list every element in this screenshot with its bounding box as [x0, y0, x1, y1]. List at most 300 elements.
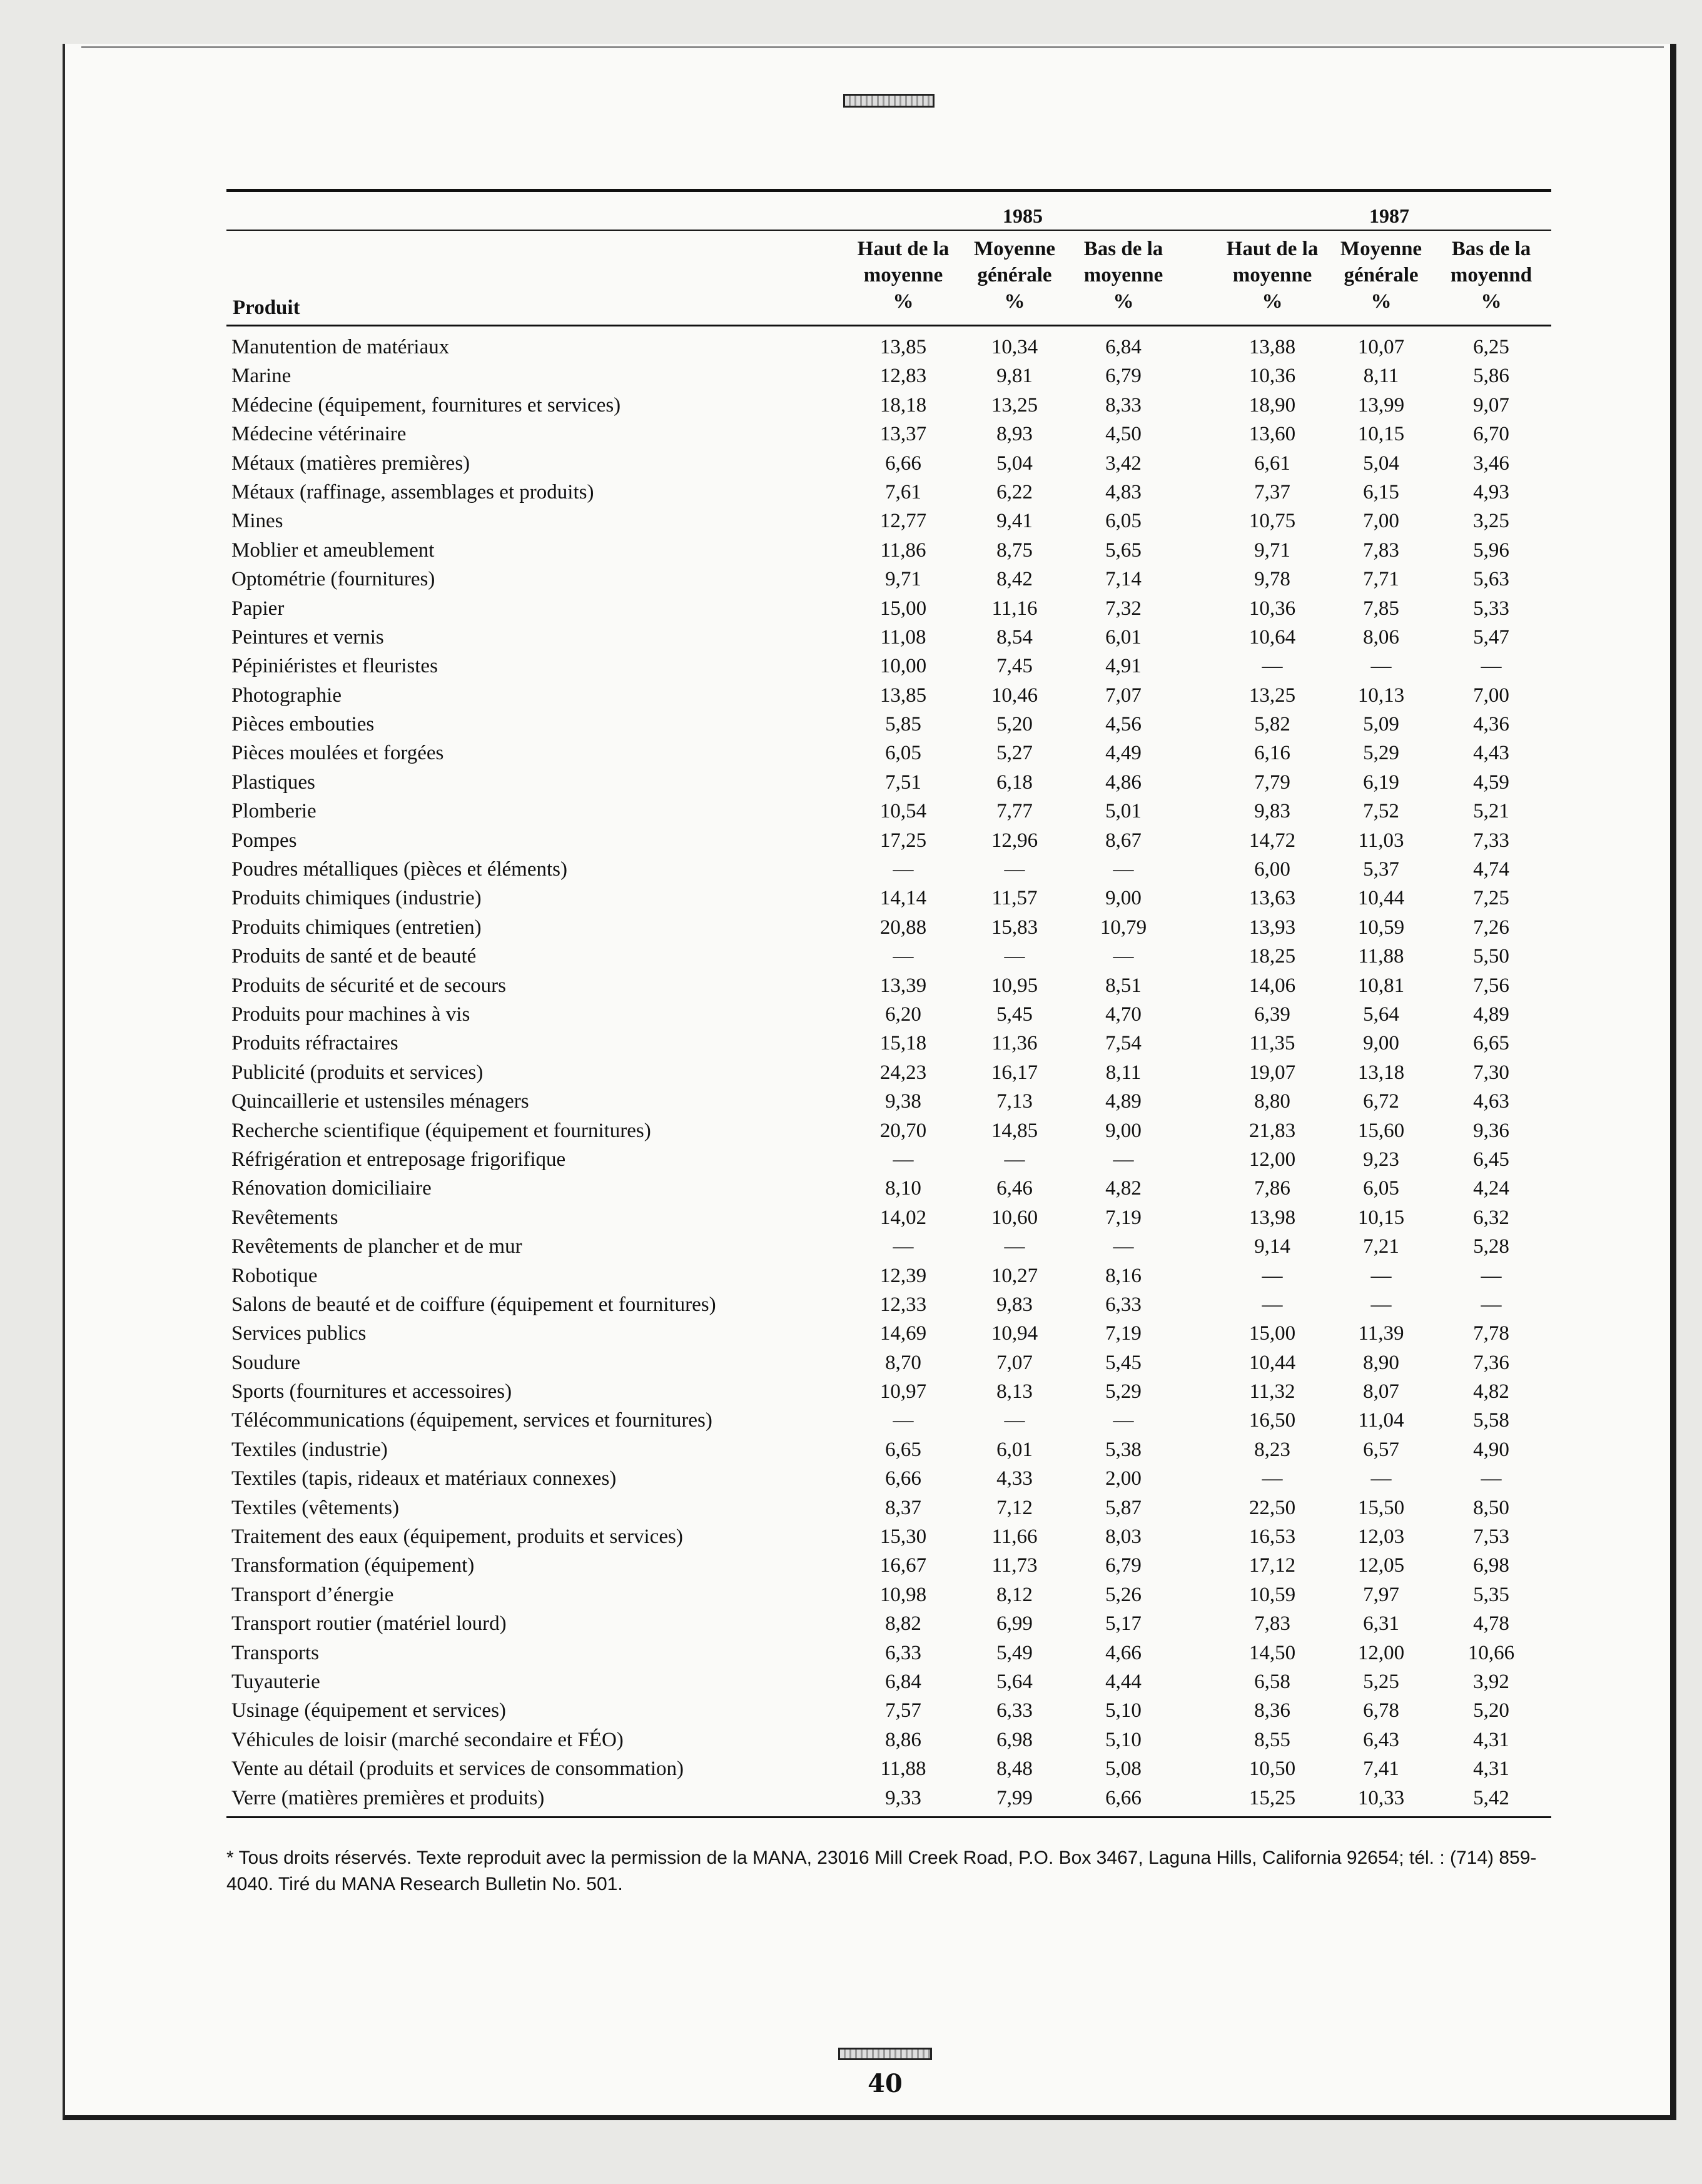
value-1985-haut: 6,20	[885, 1003, 921, 1026]
value-1987-haut: 11,32	[1249, 1380, 1295, 1403]
table-row	[226, 942, 1551, 971]
table-row	[226, 1639, 1551, 1667]
value-1985-haut: 6,66	[885, 452, 921, 475]
year-header-row	[226, 192, 1551, 231]
table-row	[226, 478, 1551, 507]
value-1985-haut: 14,14	[879, 887, 927, 910]
value-1987-moyenne: 7,41	[1363, 1757, 1399, 1781]
table-bottom-rule	[226, 1816, 1551, 1818]
value-1987-moyenne: 6,31	[1363, 1612, 1399, 1635]
value-1987-haut: 10,50	[1249, 1757, 1296, 1781]
product-name: Produits de santé et de beauté	[231, 945, 477, 968]
value-1985-haut: 15,00	[879, 597, 927, 620]
value-1985-haut: 6,84	[885, 1670, 921, 1693]
value-1987-bas: 5,63	[1473, 568, 1509, 591]
value-1987-bas: 5,21	[1473, 800, 1509, 823]
value-1987-haut: 11,35	[1249, 1032, 1295, 1055]
value-1987-bas: 6,45	[1473, 1148, 1509, 1171]
product-name: Verre (matières premières et produits)	[231, 1786, 545, 1809]
value-1985-moyenne: 15,83	[991, 916, 1038, 939]
table-row	[226, 1667, 1551, 1696]
value-1985-haut: —	[893, 858, 914, 881]
header-1985-haut: Haut de la moyenne %	[857, 238, 950, 313]
value-1987-moyenne: 10,15	[1357, 423, 1405, 446]
value-1985-haut: 11,86	[880, 538, 926, 562]
value-1987-bas: 5,42	[1473, 1786, 1509, 1809]
value-1987-bas: 3,25	[1473, 510, 1509, 533]
value-1985-bas: 4,89	[1105, 1090, 1142, 1113]
value-1985-bas: 6,84	[1105, 336, 1142, 358]
value-1985-bas: 8,11	[1105, 1061, 1142, 1084]
value-1985-bas: —	[1113, 1409, 1134, 1432]
value-1987-moyenne: 11,88	[1358, 945, 1404, 968]
value-1985-bas: 5,87	[1105, 1496, 1142, 1519]
value-1985-moyenne: 9,41	[996, 510, 1033, 533]
value-1985-haut: 8,10	[885, 1177, 921, 1200]
value-1985-haut: 7,61	[885, 480, 921, 503]
product-name: Photographie	[231, 684, 342, 707]
product-name: Médecine vétérinaire	[231, 423, 407, 446]
footer-ornament	[838, 2048, 932, 2060]
year-1985: 1985	[1003, 205, 1043, 227]
value-1985-haut: 13,85	[879, 684, 927, 707]
value-1987-moyenne: 9,00	[1363, 1032, 1399, 1055]
value-1987-haut: 5,82	[1254, 713, 1290, 736]
value-1985-haut: 6,65	[885, 1438, 921, 1461]
value-1985-bas: 5,10	[1105, 1728, 1142, 1751]
value-1987-moyenne: 7,21	[1363, 1235, 1399, 1258]
value-1987-moyenne: 7,83	[1363, 538, 1399, 562]
value-1985-haut: —	[893, 1409, 914, 1432]
value-1987-haut: 6,00	[1254, 858, 1290, 881]
table-row	[226, 1784, 1551, 1812]
value-1987-moyenne: 8,90	[1363, 1351, 1399, 1374]
value-1987-bas: 7,56	[1473, 974, 1509, 997]
value-1985-moyenne: 6,46	[996, 1177, 1033, 1200]
table-row	[226, 768, 1551, 797]
value-1987-haut: 13,25	[1249, 684, 1296, 707]
value-1987-bas: 4,89	[1473, 1003, 1509, 1026]
value-1987-moyenne: 10,44	[1357, 887, 1405, 910]
value-1987-haut: 8,55	[1254, 1728, 1290, 1751]
table-row	[226, 710, 1551, 739]
value-1985-moyenne: 10,95	[991, 974, 1038, 997]
value-1985-moyenne: 6,33	[996, 1699, 1033, 1722]
value-1985-moyenne: 8,54	[996, 625, 1033, 649]
product-name: Quincaillerie et ustensiles ménagers	[231, 1090, 529, 1113]
value-1987-moyenne: 10,13	[1357, 684, 1405, 707]
table-row	[226, 1580, 1551, 1609]
product-name: Plomberie	[231, 800, 317, 823]
table-row	[226, 1377, 1551, 1406]
product-name: Poudres métalliques (pièces et éléments)	[231, 858, 567, 881]
value-1987-haut: 14,50	[1249, 1641, 1296, 1664]
product-name: Pompes	[231, 829, 297, 852]
value-1987-haut: 10,59	[1249, 1583, 1296, 1606]
value-1987-moyenne: 7,00	[1363, 510, 1399, 533]
value-1985-bas: —	[1113, 945, 1134, 968]
value-1985-moyenne: 5,45	[996, 1003, 1033, 1026]
table-row	[226, 507, 1551, 535]
table-row	[226, 681, 1551, 710]
value-1987-haut: 6,16	[1254, 742, 1290, 765]
value-1987-bas: —	[1481, 1467, 1502, 1490]
product-name: Produits chimiques (industrie)	[231, 887, 482, 910]
product-name: Manutention de matériaux	[231, 336, 450, 358]
product-name: Produits pour machines à vis	[231, 1003, 470, 1026]
value-1985-bas: 8,16	[1105, 1264, 1142, 1287]
value-1987-bas: 7,25	[1473, 887, 1509, 910]
value-1987-moyenne: 13,99	[1357, 393, 1405, 417]
value-1985-haut: 12,33	[879, 1293, 927, 1316]
value-1985-haut: 11,08	[880, 625, 926, 649]
value-1987-moyenne: 12,05	[1357, 1554, 1405, 1577]
table-row	[226, 1464, 1551, 1493]
value-1985-moyenne: 5,49	[996, 1641, 1033, 1664]
product-name: Vente au détail (produits et services de consommation)	[231, 1757, 684, 1781]
value-1985-bas: 6,66	[1105, 1786, 1142, 1809]
value-1985-bas: 5,29	[1105, 1380, 1142, 1403]
value-1987-bas: 4,78	[1473, 1612, 1509, 1635]
value-1985-bas: 5,01	[1105, 800, 1142, 823]
header-1987-moyenne: Moyenne générale %	[1340, 238, 1422, 313]
value-1987-moyenne: 7,85	[1363, 597, 1399, 620]
value-1987-haut: 7,79	[1254, 771, 1290, 794]
value-1985-haut: 10,54	[879, 800, 927, 823]
value-1987-bas: 4,24	[1473, 1177, 1509, 1200]
table-row	[226, 1551, 1551, 1580]
value-1985-bas: 9,00	[1105, 1119, 1142, 1142]
value-1985-haut: 11,88	[880, 1757, 926, 1781]
value-1985-bas: 7,14	[1105, 568, 1142, 591]
value-1985-bas: 6,01	[1105, 625, 1142, 649]
value-1985-bas: 6,79	[1105, 1554, 1142, 1577]
product-name: Optométrie (fournitures)	[231, 568, 435, 591]
column-header-row	[226, 231, 1551, 325]
table-row	[226, 1609, 1551, 1638]
value-1987-moyenne: 8,11	[1363, 365, 1399, 388]
value-1987-moyenne: 11,03	[1358, 829, 1404, 852]
value-1985-bas: 8,03	[1105, 1525, 1142, 1549]
table-row	[226, 333, 1551, 361]
value-1987-moyenne: 15,50	[1357, 1496, 1405, 1519]
value-1985-bas: 9,00	[1105, 887, 1142, 910]
value-1985-haut: 10,97	[879, 1380, 927, 1403]
value-1987-moyenne: 6,43	[1363, 1728, 1399, 1751]
table-row	[226, 449, 1551, 478]
value-1985-bas: —	[1113, 858, 1134, 881]
value-1987-moyenne: 7,97	[1363, 1583, 1399, 1606]
product-name: Transformation (équipement)	[231, 1554, 475, 1577]
table-row	[226, 1116, 1551, 1145]
page-number: 40	[868, 2069, 903, 2098]
value-1985-bas: 5,26	[1105, 1583, 1142, 1606]
page-top-edge	[81, 46, 1664, 48]
value-1987-moyenne: 10,59	[1357, 916, 1405, 939]
value-1987-bas: 5,96	[1473, 538, 1509, 562]
value-1985-moyenne: 6,99	[996, 1612, 1033, 1635]
value-1985-haut: 15,30	[879, 1525, 927, 1549]
value-1985-bas: 5,45	[1105, 1351, 1142, 1374]
value-1985-moyenne: 7,45	[996, 655, 1033, 678]
value-1985-moyenne: 6,18	[996, 771, 1033, 794]
value-1987-moyenne: 6,05	[1363, 1177, 1399, 1200]
product-name: Rénovation domiciliaire	[231, 1177, 432, 1200]
product-name: Usinage (équipement et services)	[231, 1699, 506, 1722]
table-row	[226, 1754, 1551, 1783]
value-1987-haut: 15,25	[1249, 1786, 1296, 1809]
header-1985-bas: Bas de la moyenne %	[1083, 238, 1163, 313]
table-row	[226, 1494, 1551, 1522]
value-1985-haut: —	[893, 1235, 914, 1258]
value-1987-moyenne: 6,72	[1363, 1090, 1399, 1113]
value-1985-haut: —	[893, 945, 914, 968]
value-1985-haut: 12,39	[879, 1264, 927, 1287]
value-1987-bas: —	[1481, 655, 1502, 678]
table-row	[226, 391, 1551, 420]
product-name: Traitement des eaux (équipement, produits et services)	[231, 1525, 683, 1549]
value-1987-bas: 7,00	[1473, 684, 1509, 707]
value-1985-haut: —	[893, 1148, 914, 1171]
value-1987-haut: 7,86	[1254, 1177, 1290, 1200]
value-1987-moyenne: 5,29	[1363, 742, 1399, 765]
value-1987-moyenne: —	[1370, 655, 1392, 678]
value-1985-bas: 4,91	[1105, 655, 1142, 678]
table-row	[226, 1058, 1551, 1087]
value-1985-moyenne: 8,48	[996, 1757, 1033, 1781]
product-name: Peintures et vernis	[231, 625, 384, 649]
product-name: Plastiques	[231, 771, 315, 794]
table-row	[226, 1348, 1551, 1377]
value-1987-bas: 6,65	[1473, 1032, 1509, 1055]
table-body	[226, 326, 1551, 1812]
value-1985-moyenne: 10,94	[991, 1322, 1038, 1345]
value-1987-bas: 3,46	[1473, 452, 1509, 475]
product-name: Marine	[231, 365, 291, 388]
data-table	[226, 189, 1551, 1818]
value-1985-moyenne: 8,12	[996, 1583, 1033, 1606]
header-1987-bas: Bas de la moyennd %	[1450, 238, 1532, 313]
table-row	[226, 1203, 1551, 1232]
value-1987-bas: 6,25	[1473, 336, 1509, 358]
value-1987-bas: 5,58	[1473, 1409, 1509, 1432]
product-name: Papier	[231, 597, 285, 620]
value-1987-haut: 10,64	[1249, 625, 1296, 649]
value-1985-bas: 5,17	[1105, 1612, 1142, 1635]
value-1985-moyenne: 11,36	[991, 1032, 1038, 1055]
value-1987-haut: 13,98	[1249, 1206, 1296, 1229]
value-1987-haut: 19,07	[1249, 1061, 1296, 1084]
value-1985-haut: 14,69	[879, 1322, 927, 1345]
value-1985-haut: 17,25	[879, 829, 927, 852]
value-1987-haut: 10,75	[1249, 510, 1296, 533]
product-name: Tuyauterie	[231, 1670, 320, 1693]
value-1987-bas: 5,20	[1473, 1699, 1509, 1722]
value-1985-bas: 5,08	[1105, 1757, 1142, 1781]
value-1987-bas: 10,66	[1467, 1641, 1515, 1664]
value-1985-moyenne: 11,73	[991, 1554, 1038, 1577]
table-row	[226, 797, 1551, 826]
value-1985-haut: 12,83	[879, 365, 927, 388]
value-1987-moyenne: 8,07	[1363, 1380, 1399, 1403]
value-1985-haut: 18,18	[879, 393, 927, 417]
table-row	[226, 652, 1551, 680]
value-1987-bas: 5,35	[1473, 1583, 1509, 1606]
value-1985-bas: —	[1113, 1235, 1134, 1258]
value-1987-haut: 21,83	[1249, 1119, 1296, 1142]
value-1987-haut: —	[1262, 1467, 1283, 1490]
value-1987-moyenne: 6,15	[1363, 480, 1399, 503]
value-1987-haut: —	[1262, 1293, 1283, 1316]
value-1987-haut: 16,50	[1249, 1409, 1296, 1432]
value-1985-haut: 8,70	[885, 1351, 921, 1374]
value-1987-moyenne: 7,52	[1363, 800, 1399, 823]
footnote: * Tous droits réservés. Texte reproduit avec la permission de la MANA, 23016 Mill Creek Road, P.O. Box 3467, Laguna Hills, California 92654; tél. : (714) 859-4040. Tiré du MANA Research Bulletin No. 501.	[226, 1848, 1537, 1894]
value-1985-moyenne: 4,33	[996, 1467, 1033, 1490]
value-1985-moyenne: 5,04	[996, 452, 1033, 475]
value-1987-bas: 6,98	[1473, 1554, 1509, 1577]
value-1985-moyenne: 9,81	[996, 365, 1033, 388]
product-name: Moblier et ameublement	[231, 538, 435, 562]
value-1985-bas: 5,38	[1105, 1438, 1142, 1461]
value-1987-bas: 4,63	[1473, 1090, 1509, 1113]
table-row	[226, 361, 1551, 390]
value-1987-bas: 4,31	[1473, 1728, 1509, 1751]
value-1985-moyenne: —	[1004, 1409, 1025, 1432]
value-1987-moyenne: 6,78	[1363, 1699, 1399, 1722]
value-1985-haut: 9,38	[885, 1090, 921, 1113]
value-1985-bas: —	[1113, 1148, 1134, 1171]
value-1987-moyenne: 11,39	[1358, 1322, 1404, 1345]
value-1987-bas: 7,33	[1473, 829, 1509, 852]
value-1985-moyenne: 14,85	[991, 1119, 1038, 1142]
value-1987-haut: 15,00	[1249, 1322, 1296, 1345]
value-1985-moyenne: —	[1004, 858, 1025, 881]
value-1987-bas: 5,28	[1473, 1235, 1509, 1258]
product-name: Produits de sécurité et de secours	[231, 974, 506, 997]
value-1987-bas: 4,31	[1473, 1757, 1509, 1781]
value-1985-moyenne: 11,16	[991, 597, 1038, 620]
value-1985-haut: 7,57	[885, 1699, 921, 1722]
value-1985-bas: 6,33	[1105, 1293, 1142, 1316]
value-1987-bas: —	[1481, 1264, 1502, 1287]
header-1985-moyenne: Moyenne générale %	[973, 238, 1056, 313]
value-1987-moyenne: 10,33	[1357, 1786, 1405, 1809]
product-name: Pièces embouties	[231, 713, 375, 736]
value-1985-bas: 4,66	[1105, 1641, 1142, 1664]
value-1987-moyenne: 5,09	[1363, 713, 1399, 736]
value-1985-moyenne: 10,46	[991, 684, 1038, 707]
table-row	[226, 826, 1551, 855]
value-1987-haut: 10,36	[1249, 597, 1296, 620]
value-1987-haut: 10,36	[1249, 365, 1296, 388]
product-name: Services publics	[231, 1322, 367, 1345]
product-name: Pépiniéristes et fleuristes	[231, 655, 438, 678]
value-1985-moyenne: 8,93	[996, 423, 1033, 446]
value-1987-bas: —	[1481, 1293, 1502, 1316]
value-1987-bas: 4,36	[1473, 713, 1509, 736]
value-1985-bas: 4,49	[1105, 742, 1142, 765]
value-1985-haut: 6,66	[885, 1467, 921, 1490]
value-1985-moyenne: 8,42	[996, 568, 1033, 591]
product-name: Métaux (matières premières)	[231, 452, 470, 475]
value-1985-bas: 8,33	[1105, 393, 1142, 417]
product-name: Salons de beauté et de coiffure (équipement et fournitures)	[231, 1293, 716, 1316]
value-1985-bas: 5,10	[1105, 1699, 1142, 1722]
value-1987-bas: 7,78	[1473, 1322, 1509, 1345]
value-1987-bas: 5,50	[1473, 945, 1509, 968]
table-row	[226, 913, 1551, 942]
value-1985-bas: 4,44	[1105, 1670, 1142, 1693]
value-1987-haut: 9,83	[1254, 800, 1290, 823]
value-1985-moyenne: 16,17	[991, 1061, 1038, 1084]
value-1987-moyenne: 6,57	[1363, 1438, 1399, 1461]
value-1985-haut: 13,37	[879, 423, 927, 446]
value-1987-bas: 4,43	[1473, 742, 1509, 765]
product-name: Revêtements	[231, 1206, 338, 1229]
value-1987-haut: 10,44	[1249, 1351, 1296, 1374]
value-1985-moyenne: 9,83	[996, 1293, 1033, 1316]
year-1987: 1987	[1369, 205, 1409, 227]
value-1987-bas: 4,82	[1473, 1380, 1509, 1403]
value-1985-bas: 3,42	[1105, 452, 1142, 475]
table-row	[226, 1290, 1551, 1319]
table-row	[226, 1435, 1551, 1464]
value-1985-moyenne: 5,20	[996, 713, 1033, 736]
product-name: Revêtements de plancher et de mur	[231, 1235, 522, 1258]
value-1985-haut: 20,88	[879, 916, 927, 939]
value-1987-bas: 5,86	[1473, 365, 1509, 388]
value-1987-haut: 13,60	[1249, 423, 1296, 446]
value-1987-haut: 18,90	[1249, 393, 1296, 417]
value-1987-haut: 6,58	[1254, 1670, 1290, 1693]
table-row	[226, 1232, 1551, 1261]
value-1987-haut: 7,83	[1254, 1612, 1290, 1635]
value-1987-moyenne: 8,06	[1363, 625, 1399, 649]
value-1985-moyenne: 7,99	[996, 1786, 1033, 1809]
value-1987-haut: 13,93	[1249, 916, 1296, 939]
value-1985-haut: 5,85	[885, 713, 921, 736]
value-1985-bas: 4,83	[1105, 480, 1142, 503]
value-1985-bas: 8,67	[1105, 829, 1142, 852]
value-1987-moyenne: —	[1370, 1467, 1392, 1490]
value-1985-bas: 5,65	[1105, 538, 1142, 562]
value-1985-moyenne: —	[1004, 1148, 1025, 1171]
value-1987-haut: 8,36	[1254, 1699, 1290, 1722]
value-1987-moyenne: 5,04	[1363, 452, 1399, 475]
value-1987-haut: 7,37	[1254, 480, 1290, 503]
value-1985-bas: 4,70	[1105, 1003, 1142, 1026]
value-1987-moyenne: 7,71	[1363, 568, 1399, 591]
value-1987-haut: 14,06	[1249, 974, 1296, 997]
value-1985-haut: 8,37	[885, 1496, 921, 1519]
table-row	[226, 1696, 1551, 1725]
value-1985-haut: 8,82	[885, 1612, 921, 1635]
value-1987-haut: 8,23	[1254, 1438, 1290, 1461]
value-1985-bas: 7,54	[1105, 1032, 1142, 1055]
value-1985-moyenne: 5,27	[996, 742, 1033, 765]
value-1987-bas: 4,93	[1473, 480, 1509, 503]
product-name: Textiles (vêtements)	[231, 1496, 400, 1519]
value-1985-bas: 8,51	[1105, 974, 1142, 997]
value-1985-bas: 4,82	[1105, 1177, 1142, 1200]
value-1985-moyenne: 7,77	[996, 800, 1033, 823]
value-1985-moyenne: 7,07	[996, 1351, 1033, 1374]
value-1987-moyenne: 15,60	[1357, 1119, 1405, 1142]
table-row	[226, 594, 1551, 623]
product-name: Pièces moulées et forgées	[231, 742, 444, 765]
value-1987-haut: 13,63	[1249, 887, 1296, 910]
